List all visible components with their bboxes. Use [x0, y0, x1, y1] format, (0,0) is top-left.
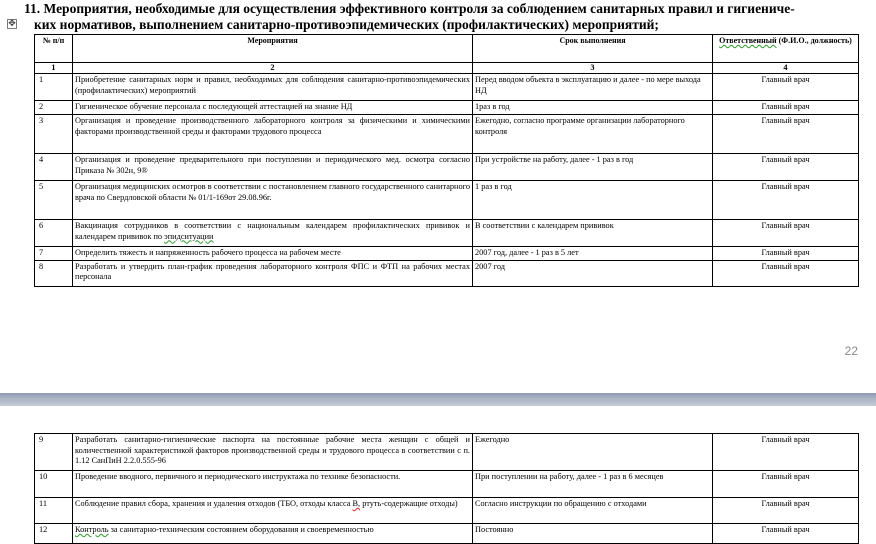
row-responsible: Главный врач: [713, 115, 859, 154]
row-term: В соответствии с календарем прививок: [473, 220, 713, 247]
row-measure: Определить тяжесть и напряженность рабочего процесса на рабочем месте: [73, 247, 473, 261]
row-term: Ежегодно: [473, 434, 713, 471]
table-row: [35, 471, 859, 498]
header-measure: Мероприятия: [73, 35, 473, 63]
column-number: 4: [713, 63, 859, 74]
table-row: [35, 260, 859, 286]
column-number-row: [35, 63, 859, 74]
row-measure: [73, 498, 473, 524]
row-num: 3: [35, 115, 73, 154]
row-term: 1раз в год: [473, 101, 713, 115]
table-row: [35, 524, 859, 544]
row-measure: [73, 220, 473, 247]
row-num: 8: [35, 260, 73, 286]
row-measure-text-flagged: Контроль: [75, 525, 109, 534]
page-break-separator: [0, 393, 876, 406]
row-num: 5: [35, 181, 73, 220]
row-measure-text: ртуть-содержащие отходы): [360, 499, 458, 508]
move-handle-icon[interactable]: ✥: [8, 19, 16, 29]
row-measure: Разработать санитарно-гигиенические паспорта на постоянные рабочие места женщин с общей и количественной характеристикой факторов производственной среды и трудового процесса в соответствии с п. 1.12 СанПиН 2.2.0.555-96: [73, 434, 473, 471]
section-title: [24, 1, 864, 33]
row-term: При поступлении на работу, далее - 1 раз в 6 месяцев: [473, 471, 713, 498]
table-row: [35, 247, 859, 261]
row-term: Перед вводом объекта в эксплуатацию и далее - по мере выхода НД: [473, 74, 713, 101]
table-row: [35, 434, 859, 471]
column-number: 2: [73, 63, 473, 74]
row-responsible: Главный врач: [713, 434, 859, 471]
row-measure-text: за санитарно-техническим состоянием оборудования и своевременностью: [108, 525, 374, 534]
row-responsible: Главный врач: [713, 74, 859, 101]
table-row: [35, 154, 859, 181]
page-number: 22: [844, 344, 858, 358]
table-row: [35, 101, 859, 115]
row-responsible: Главный врач: [713, 471, 859, 498]
row-measure: [73, 524, 473, 544]
row-num: 7: [35, 247, 73, 261]
row-responsible: Главный врач: [713, 220, 859, 247]
row-num: 12: [35, 524, 73, 544]
measures-table-page1: [34, 34, 859, 287]
row-measure-text-flagged: эпидситуации: [164, 231, 214, 241]
header-responsible: [713, 35, 859, 63]
table-row: [35, 498, 859, 524]
column-number: 1: [35, 63, 73, 74]
row-measure: Приобретение санитарных норм и правил, необходимых для соблюдения санитарно-противоэпидемических (профилактических) мероприятий: [73, 74, 473, 101]
row-num: 1: [35, 74, 73, 101]
row-responsible: Главный врач: [713, 524, 859, 544]
row-term: 2007 год: [473, 260, 713, 286]
table-row: [35, 181, 859, 220]
column-number: 3: [473, 63, 713, 74]
row-term: 1 раз в год: [473, 181, 713, 220]
row-measure: Проведение вводного, первичного и периодического инструктажа по технике безопасности.: [73, 471, 473, 498]
measures-table-page2: [34, 433, 859, 544]
row-measure: Разработать и утвердить план-график проведения лабораторного контроля ФПС и ФТП на рабочих местах персонала: [73, 260, 473, 286]
row-measure-text-flagged: В,: [352, 499, 361, 508]
row-responsible: Главный врач: [713, 260, 859, 286]
row-measure: Гигиеническое обучение персонала с последующей аттестацией на знание НД: [73, 101, 473, 115]
row-term: Ежегодно, согласно программе организации лабораторного контроля: [473, 115, 713, 154]
row-measure-text: Вакцинация сотрудников в соответствии с национальным календарем профилактических прививок и календарем прививок по: [75, 221, 470, 241]
row-num: 2: [35, 101, 73, 115]
header-responsible-sub: (Ф.И.О., должность): [778, 36, 852, 45]
row-responsible: Главный врач: [713, 247, 859, 261]
section-title-line2: ких нормативов, выполнением санитарно-противоэпидемических (профилактических) мероприятий;: [34, 17, 659, 32]
row-measure-text: Соблюдение правил сбора, хранения и удаления отходов (ТБО, отходы класса: [75, 499, 353, 508]
header-responsible-main: Ответственный: [719, 36, 777, 45]
table-row: [35, 220, 859, 247]
section-title-line1: 11. Мероприятия, необходимые для осуществления эффективного контроля за соблюдением санитарных правил и гигиениче-: [24, 1, 795, 16]
row-term: Постоянно: [473, 524, 713, 544]
row-responsible: Главный врач: [713, 101, 859, 115]
row-term: Согласно инструкции по обращению с отходами: [473, 498, 713, 524]
header-num: № п/п: [35, 35, 73, 63]
row-num: 6: [35, 220, 73, 247]
row-responsible: Главный врач: [713, 154, 859, 181]
row-num: 10: [35, 471, 73, 498]
row-measure: Организация медицинских осмотров в соответствии с постановлением главного государственного санитарного врача по Свердловской области № 01/1-169от 29.08.96г.: [73, 181, 473, 220]
row-measure: Организация и проведение предварительного при поступлении и периодического мед. осмотра согласно Приказа № 302н, 9®: [73, 154, 473, 181]
row-responsible: Главный врач: [713, 498, 859, 524]
row-term: При устройстве на работу, далее - 1 раз в год: [473, 154, 713, 181]
table-row: [35, 74, 859, 101]
table-row: [35, 115, 859, 154]
row-num: 11: [35, 498, 73, 524]
row-num: 9: [35, 434, 73, 471]
header-term: Срок выполнения: [473, 35, 713, 63]
row-num: 4: [35, 154, 73, 181]
row-responsible: Главный врач: [713, 181, 859, 220]
row-measure: Организация и проведение производственного лабораторного контроля за физическими и химическими факторами производственной среды и факторами трудового процесса: [73, 115, 473, 154]
row-term: 2007 год, далее - 1 раз в 5 лет: [473, 247, 713, 261]
